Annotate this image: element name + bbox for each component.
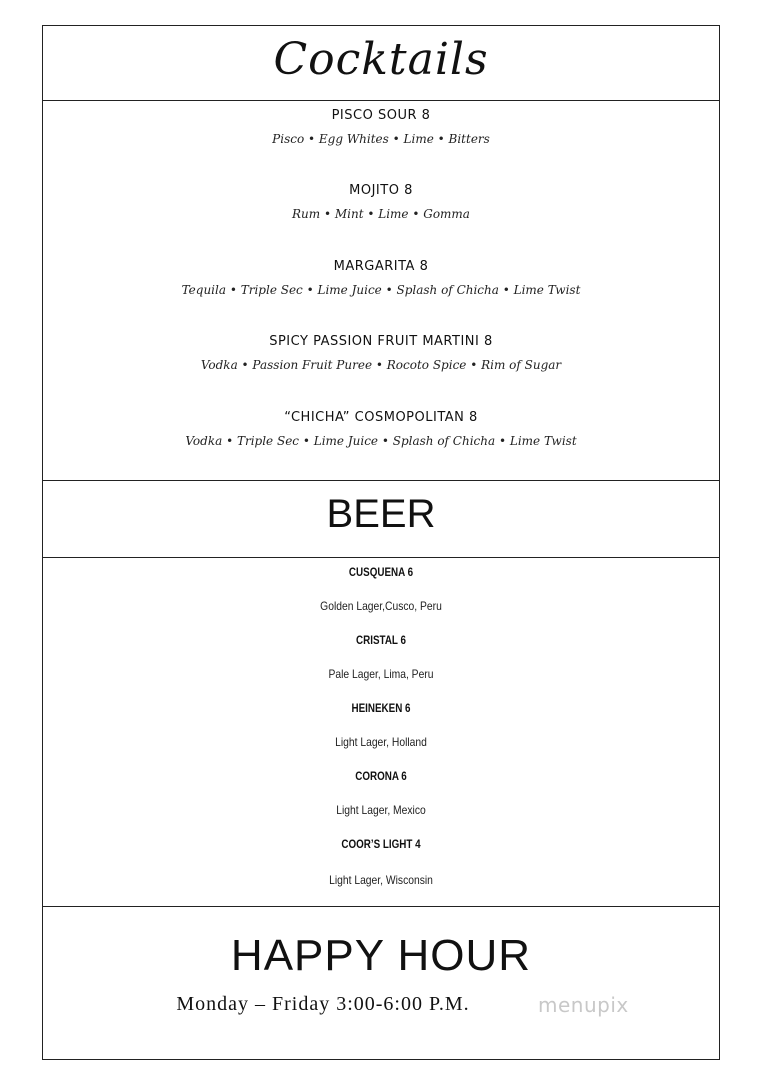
happy-hour-hours: Monday – Friday 3:00-6:00 P.M. (176, 993, 470, 1015)
divider (43, 480, 719, 481)
cocktail-ingredients: Vodka • Triple Sec • Lime Juice • Splash of Chicha • Lime Twist (185, 434, 577, 448)
cocktail-item (43, 334, 719, 372)
beer-name: HEINEKEN 6 (351, 701, 411, 715)
cocktail-name: “CHICHA” COSMOPOLITAN 8 (284, 410, 478, 425)
beer-description: Light Lager, Holland (335, 735, 427, 749)
beer-name: COOR’S LIGHT 4 (341, 837, 421, 851)
beer-name: CUSQUENA 6 (348, 565, 414, 579)
beer-description: Light Lager, Mexico (336, 803, 426, 817)
beer-name: CRISTAL 6 (356, 633, 406, 647)
watermark: menupix (538, 993, 629, 1017)
menu-frame (42, 25, 720, 1060)
beer-title: BEER (326, 492, 436, 536)
cocktails-title: Cocktails (273, 34, 489, 85)
cocktail-ingredients: Pisco • Egg Whites • Lime • Bitters (272, 132, 490, 146)
divider (43, 906, 719, 907)
cocktail-item (43, 108, 719, 146)
beer-description: Golden Lager,Cusco, Peru (320, 599, 442, 613)
cocktail-name: SPICY PASSION FRUIT MARTINI 8 (269, 334, 493, 349)
cocktail-item (43, 259, 719, 297)
cocktail-name: PISCO SOUR 8 (331, 108, 431, 123)
beer-description: Pale Lager, Lima, Peru (328, 667, 434, 681)
cocktail-ingredients: Vodka • Passion Fruit Puree • Rocoto Spice • Rim of Sugar (200, 358, 562, 372)
cocktail-name: MARGARITA 8 (333, 259, 429, 274)
divider (43, 100, 719, 101)
beer-name: CORONA 6 (355, 769, 407, 783)
cocktail-item (43, 410, 719, 448)
cocktail-name: MOJITO 8 (349, 183, 413, 198)
cocktail-ingredients: Rum • Mint • Lime • Gomma (292, 207, 470, 221)
cocktail-item (43, 183, 719, 221)
cocktail-ingredients: Tequila • Triple Sec • Lime Juice • Splash of Chicha • Lime Twist (181, 283, 581, 297)
beer-description: Light Lager, Wisconsin (329, 873, 433, 887)
happy-hour-title: HAPPY HOUR (230, 931, 532, 980)
divider (43, 557, 719, 558)
